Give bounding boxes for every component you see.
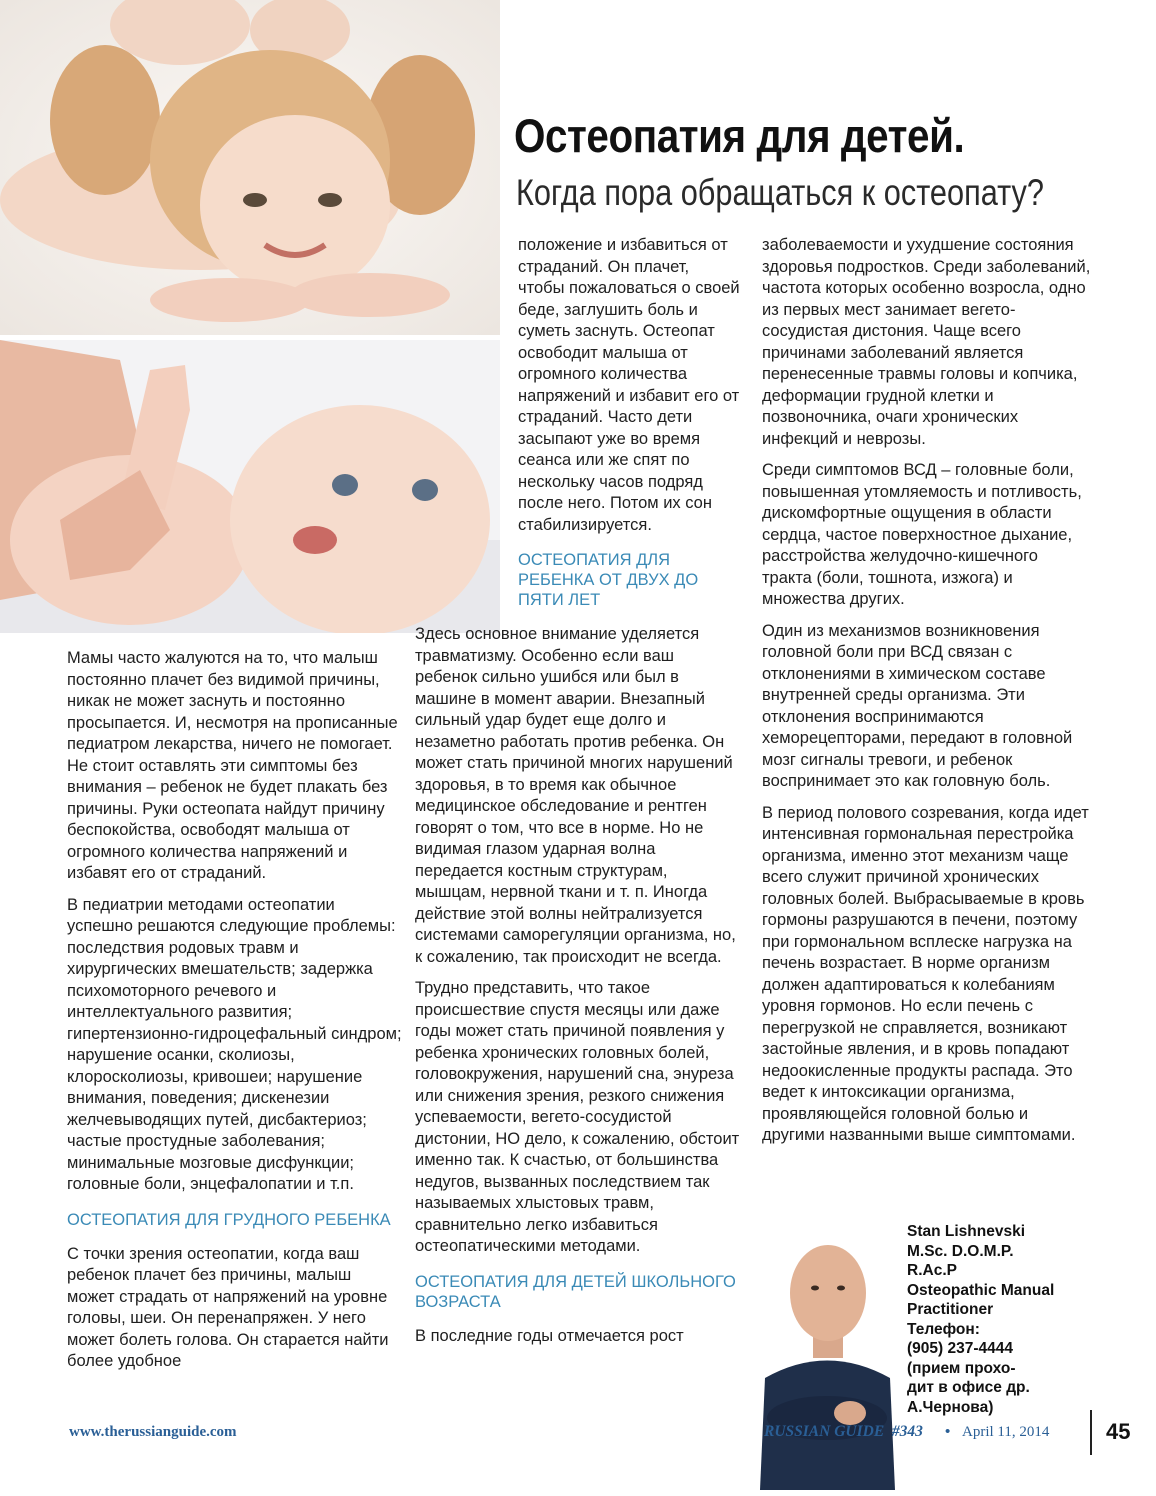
footer-divider (1090, 1410, 1092, 1455)
paragraph: Мамы часто жалуются на то, что малыш постоянно плачет без видимой причины, никак не может заснуть и постоянно просыпается. И, несмотря на прописанные педиатром лекарства, ничего не помогает. Не стоит оставлять эти симптомы без внимания – ребенок не будет плакать без причины. Руки остеопата найдут причину беспокойства, освободят малыша от огромного количества напряжений и избавят его от страданий. (67, 649, 398, 882)
author-info (907, 1222, 1137, 1417)
author-degrees: R.Ac.P (907, 1262, 957, 1279)
author-note: (прием прохо- (907, 1359, 1016, 1377)
paragraph: Трудно представить, что такое происшествие спустя месяцы или даже годы может стать причиной появления у ребенка хронических головных болей, головокружения, нарушений сна, энуреза или снижения зрения, резкого снижения успеваемости, вегето-сосудистой дистонии, НО дело, к сожалению, обстоит именно так. К счастью, от большинства недугов, вызванных последствием так называемых хлыстовых травм, сравнительно легко избавиться остеопатическими методами. (415, 979, 740, 1255)
phone-label: Телефон: (907, 1320, 980, 1338)
author-degrees: M.Sc. D.O.M.P. (907, 1242, 1014, 1260)
paragraph: С точки зрения остеопатии, когда ваш ребенок плачет без причины, малыш может страдать от напряжений на уровне головы, шеи. Он перенапряжен. У него может болеть голова. Он старается найти более удобное (67, 1244, 389, 1370)
paragraph: Среди симптомов ВСД – головные боли, повышенная утомляемость и потливость, дискомфортные ощущения в области сердца, частое поверхностное дыхание, расстройства желудочно-кишечного тракта (боли, тошнота, изжога) и множества других. (762, 461, 1082, 608)
section-heading-infant: ОСТЕОПАТИЯ ДЛЯ ГРУДНОГО РЕБЕНКА (67, 1210, 391, 1229)
article-title: Остеопатия для детей. (514, 109, 965, 162)
paragraph: положение и избавиться от страданий. Он плачет, чтобы пожаловаться о своей беде, заглушить боль и суметь заснуть. Остеопат освободит малыша от огромного количества напряжений и избавит его от страданий. Часто дети засыпают уже во время сеанса или же спят по нескольку часов подряд после него. Потом их сон стабилизируется. (518, 236, 740, 534)
author-name: Stan Lishnevski (907, 1223, 1026, 1240)
section-heading-school-age: ОСТЕОПАТИЯ ДЛЯ ДЕТЕЙ ШКОЛЬНОГО ВОЗРАСТА (415, 1272, 736, 1311)
article-column-1 (67, 648, 402, 1383)
author-role: Practitioner (907, 1301, 994, 1318)
paragraph: Один из механизмов возникновения головной боли при ВСД связан с отклонениями в химическом составе внутренней среды организма. Эти отклонения воспринимаются хеморецепторами, передают в головной мозг сигналы тревоги, и ребенок воспринимает это как головную боль. (762, 621, 1073, 790)
footer-date: April 11, 2014 (962, 1424, 1050, 1440)
footer-magazine: RUSSIAN GUIDE #343 (764, 1423, 923, 1440)
phone-number: (905) 237-4444 (907, 1340, 1013, 1357)
page-number: 45 (1106, 1419, 1131, 1444)
article-subtitle: Когда пора обращаться к остеопату? (516, 172, 1044, 213)
paragraph: В последние годы отмечается рост (415, 1326, 684, 1345)
section-heading-two-to-five: ОСТЕОПАТИЯ ДЛЯ РЕБЕНКА ОТ ДВУХ ДО ПЯТИ ЛЕТ (518, 551, 699, 609)
author-note: дит в офисе др. (907, 1379, 1030, 1396)
paragraph: В период полового созревания, когда идет интенсивная гормональная перестройка организма, именно этот механизм чаще всего служит причиной хронических головных болей. Выбрасываемые в кровь гормоны разрушаются в печени, поэтому при гормональном всплеске нагрузка на печень возрастает. В норме организм должен адаптироваться к колебаниям уровня гормонов. Но если печень с перегрузкой не справляется, возникают застойные явления, и в кровь попадают недоокисленные продукты распада. Это ведет к интоксикации организма, проявляющейся головной болью и другими названными выше симптомами. (762, 803, 1089, 1144)
paragraph: Здесь основное внимание уделяется травматизму. Особенно если ваш ребенок сильно ушибся или был в машине в момент аварии. Внезапный сильный удар будет еще долго и незаметно работать против ребенка. Он может стать причиной многих нарушений здоровья, в то время как обычное медицинское обследование и рентген говорят о том, что все в норме. Но не видимая глазом ударная волна передается костным структурам, мышцам, нервной ткани и т. п. Иногда действие этой волны нейтрализуется системами саморегуляции организма, но, к сожалению, так происходит не всегда. (415, 625, 736, 966)
footer-separator: • (945, 1423, 951, 1440)
paragraph: В педиатрии методами остеопатии успешно решаются следующие проблемы: последствия родовых травм и хирургических вмешательств; задержка психомоторного речевого и интеллектуального развития; гипертензионно-гидроцефальный синдром; нарушение осанки, сколиозы, клоросколиозы, кривошеи; нарушение внимания, поведения; дискенезии желчевыводящих путей, дисбактериоз; частые простудные заболевания; минимальные мозговые дисфункции; головные боли, энцефалопатии и т.п. (67, 895, 402, 1193)
footer-url[interactable]: www.therussianguide.com (69, 1424, 237, 1440)
article-column-2 (415, 235, 740, 1357)
paragraph: заболеваемости и ухудшение состояния здоровья подростков. Среди заболеваний, частота которых особенно возросла, одно из первых мест занимает вегето-сосудистая дистония. Чаще всего причинами заболеваний является перенесенные травмы головы и копчика, деформации грудной клетки и позвоночника, очаги хронических инфекций и неврозы. (762, 236, 1091, 448)
author-note: А.Чернова) (907, 1398, 994, 1416)
author-portrait (755, 1228, 900, 1490)
article-column-3 (762, 235, 1092, 1157)
author-role: Osteopathic Manual (907, 1281, 1055, 1299)
